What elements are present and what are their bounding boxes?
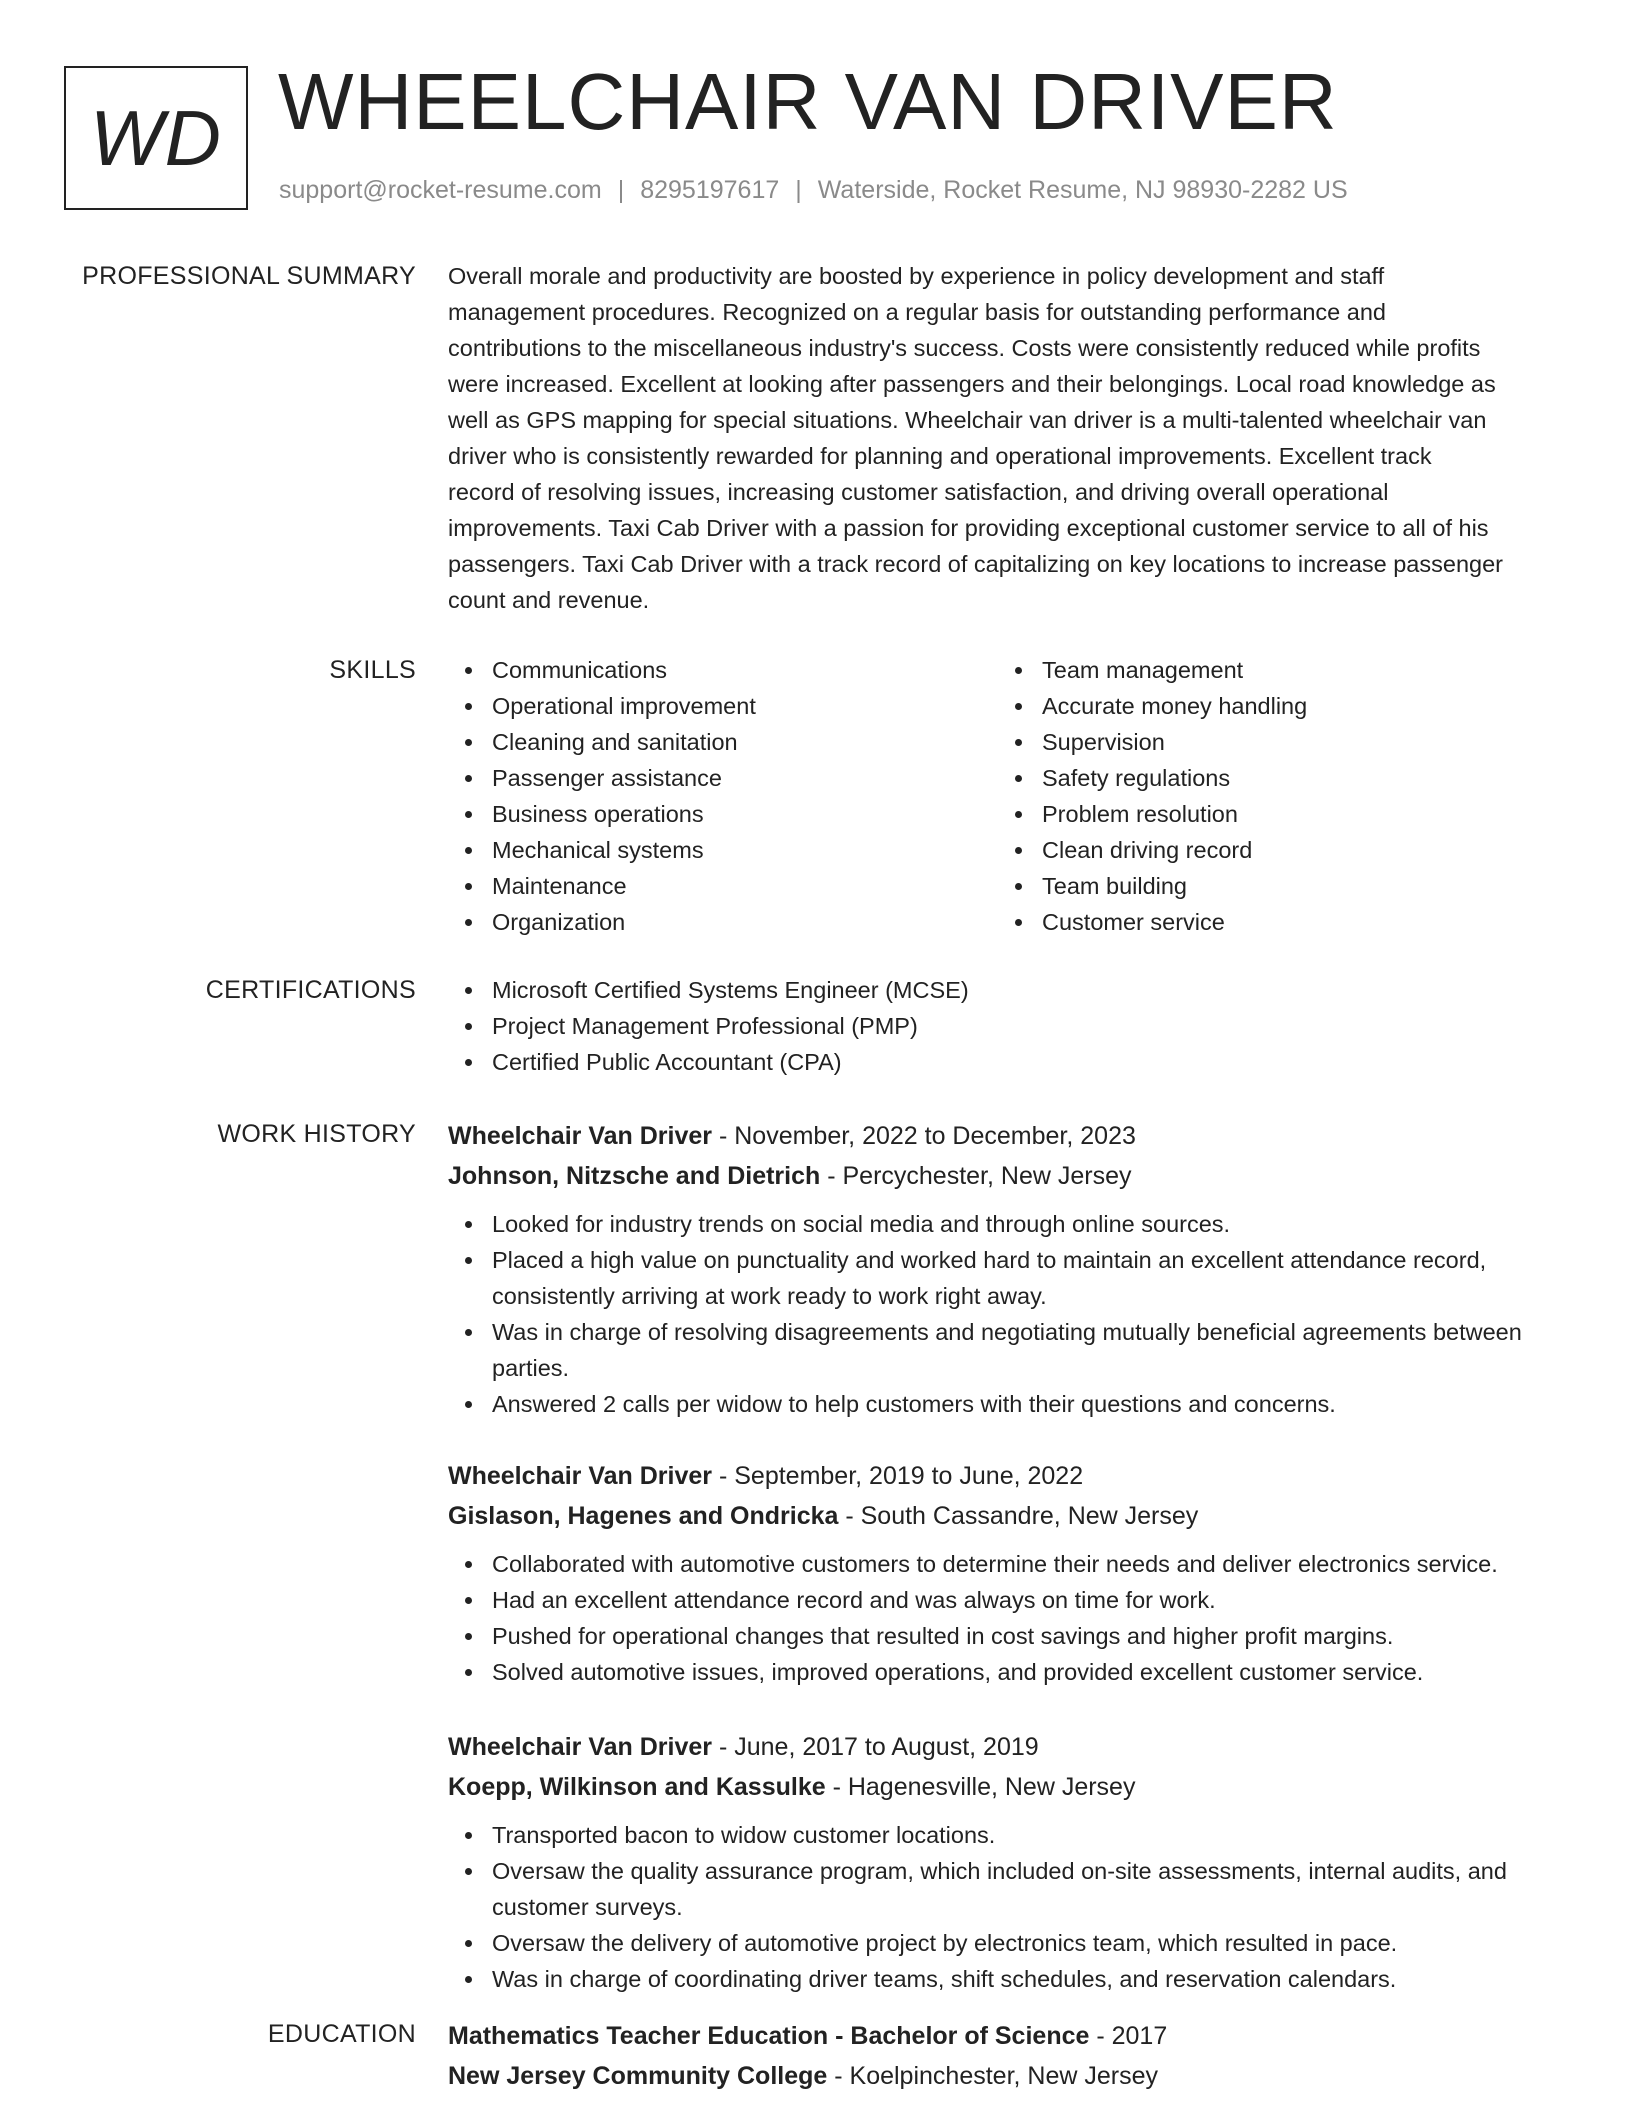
summary-line: Overall morale and productivity are boosted by experience in policy development and staff [448, 263, 1385, 289]
job-title-line [448, 1727, 1568, 1767]
job-bullet: Oversaw the delivery of automotive project by electronics team, which resulted in pace. [448, 1925, 1568, 1961]
job-entry [448, 1456, 1568, 1690]
job-bullet: Had an excellent attendance record and was always on time for work. [448, 1582, 1568, 1618]
skill-item: Passenger assistance [448, 760, 998, 796]
skill-item: Operational improvement [448, 688, 998, 724]
dash: - [827, 2062, 850, 2090]
job-bullet: Pushed for operational changes that resulted in cost savings and higher profit margins. [448, 1618, 1568, 1654]
education-degree-line [448, 2016, 1568, 2056]
skill-item: Organization [448, 904, 998, 940]
education-body [448, 2016, 1568, 2096]
contact-separator: | [795, 176, 802, 204]
dash: - [825, 1773, 848, 1801]
section-label-work-history: WORK HISTORY [217, 1120, 416, 1148]
summary-line: were increased. Excellent at looking after passengers and their belongings. Local road knowledge as [448, 371, 1496, 397]
skill-item: Cleaning and sanitation [448, 724, 998, 760]
summary-line: contributions to the miscellaneous industry's success. Costs were consistently reduced while profits [448, 335, 1481, 361]
job-dates: November, 2022 to December, 2023 [734, 1122, 1136, 1150]
skill-item: Business operations [448, 796, 998, 832]
summary-line: count and revenue. [448, 587, 650, 613]
job-company: Johnson, Nitzsche and Dietrich [448, 1162, 821, 1190]
summary-line: passengers. Taxi Cab Driver with a track record of capitalizing on key locations to increase passenger [448, 551, 1503, 577]
certification-item: Certified Public Accountant (CPA) [448, 1044, 1568, 1080]
dash: - [712, 1733, 735, 1761]
education-location: Koelpinchester, New Jersey [849, 2062, 1158, 2090]
section-label-certifications: CERTIFICATIONS [205, 976, 416, 1004]
skill-item: Accurate money handling [998, 688, 1548, 724]
job-company: Gislason, Hagenes and Ondricka [448, 1502, 839, 1530]
summary-line: record of resolving issues, increasing customer satisfaction, and driving overall operational [448, 479, 1389, 505]
summary-line: well as GPS mapping for special situations. Wheelchair van driver is a multi-talented wheelchair van [448, 407, 1487, 433]
dash: - [820, 1162, 843, 1190]
job-company-line [448, 1496, 1568, 1536]
summary-line: management procedures. Recognized on a regular basis for outstanding performance and [448, 299, 1386, 325]
education-year: 2017 [1111, 2022, 1168, 2050]
education-school-line [448, 2056, 1568, 2096]
skill-item: Team management [998, 652, 1548, 688]
skills-list-left [448, 652, 998, 940]
job-title-line [448, 1116, 1568, 1156]
skill-item: Team building [998, 868, 1548, 904]
section-label-skills: SKILLS [329, 656, 416, 684]
job-company-line [448, 1767, 1568, 1807]
skills-list-right [998, 652, 1548, 940]
job-dates: June, 2017 to August, 2019 [734, 1733, 1039, 1761]
contact-separator: | [617, 176, 625, 204]
job-bullet: Transported bacon to widow customer locations. [448, 1817, 1568, 1853]
contact-email: support@rocket-resume.com [279, 176, 602, 204]
resume-title: WHEELCHAIR VAN DRIVER [278, 57, 1338, 146]
job-bullet: Answered 2 calls per widow to help customers with their questions and concerns. [448, 1386, 1568, 1422]
job-bullet: Oversaw the quality assurance program, which included on-site assessments, internal audits, and customer surveys. [448, 1853, 1568, 1925]
job-title-line [448, 1456, 1568, 1496]
skill-item: Maintenance [448, 868, 998, 904]
skill-item: Safety regulations [998, 760, 1548, 796]
job-entry [448, 1116, 1568, 1422]
job-location: South Cassandre, New Jersey [860, 1502, 1199, 1530]
section-label-education: EDUCATION [267, 2020, 416, 2048]
job-location: Hagenesville, New Jersey [847, 1773, 1136, 1801]
contact-address: Waterside, Rocket Resume, NJ 98930-2282 US [817, 176, 1348, 204]
job-entry [448, 1727, 1568, 1997]
job-location: Percychester, New Jersey [842, 1162, 1132, 1190]
job-bullet: Was in charge of resolving disagreements and negotiating mutually beneficial agreements between parties. [448, 1314, 1568, 1386]
certifications-list [448, 972, 1568, 1080]
job-company-line [448, 1156, 1568, 1196]
skill-item: Communications [448, 652, 998, 688]
skill-item: Clean driving record [998, 832, 1548, 868]
job-bullets [448, 1546, 1568, 1690]
dash: - [712, 1122, 735, 1150]
certification-item: Microsoft Certified Systems Engineer (MCSE) [448, 972, 1568, 1008]
summary-line: driver who is consistently rewarded for planning and operational improvements. Excellent track [448, 443, 1432, 469]
skills-columns [448, 652, 1568, 940]
section-label-summary: PROFESSIONAL SUMMARY [82, 262, 416, 290]
education-school: New Jersey Community College [448, 2062, 828, 2090]
certifications-body [448, 972, 1568, 1080]
monogram-logo: WD [64, 66, 248, 210]
job-bullet: Was in charge of coordinating driver teams, shift schedules, and reservation calendars. [448, 1961, 1568, 1997]
job-bullet: Collaborated with automotive customers to determine their needs and deliver electronics service. [448, 1546, 1568, 1582]
contact-line [279, 175, 1348, 205]
job-bullets [448, 1206, 1568, 1422]
dash: - [838, 1502, 861, 1530]
certification-item: Project Management Professional (PMP) [448, 1008, 1568, 1044]
education-degree: Mathematics Teacher Education - Bachelor of Science [448, 2022, 1090, 2050]
skill-item: Problem resolution [998, 796, 1548, 832]
job-company: Koepp, Wilkinson and Kassulke [448, 1773, 826, 1801]
job-title: Wheelchair Van Driver [448, 1733, 713, 1761]
dash: - [712, 1462, 735, 1490]
job-title: Wheelchair Van Driver [448, 1462, 713, 1490]
job-bullet: Placed a high value on punctuality and worked hard to maintain an excellent attendance record, consistently arriving at work ready to work right away. [448, 1242, 1568, 1314]
job-title: Wheelchair Van Driver [448, 1122, 713, 1150]
summary-line: improvements. Taxi Cab Driver with a passion for providing exceptional customer service to all of his [448, 515, 1489, 541]
job-bullet: Solved automotive issues, improved operations, and provided excellent customer service. [448, 1654, 1568, 1690]
skill-item: Supervision [998, 724, 1548, 760]
skill-item: Mechanical systems [448, 832, 998, 868]
job-bullet: Looked for industry trends on social media and through online sources. [448, 1206, 1568, 1242]
job-dates: September, 2019 to June, 2022 [734, 1462, 1084, 1490]
summary-text [448, 258, 1568, 618]
dash: - [1089, 2022, 1112, 2050]
contact-phone: 8295197617 [640, 176, 780, 204]
job-bullets [448, 1817, 1568, 1997]
skill-item: Customer service [998, 904, 1548, 940]
